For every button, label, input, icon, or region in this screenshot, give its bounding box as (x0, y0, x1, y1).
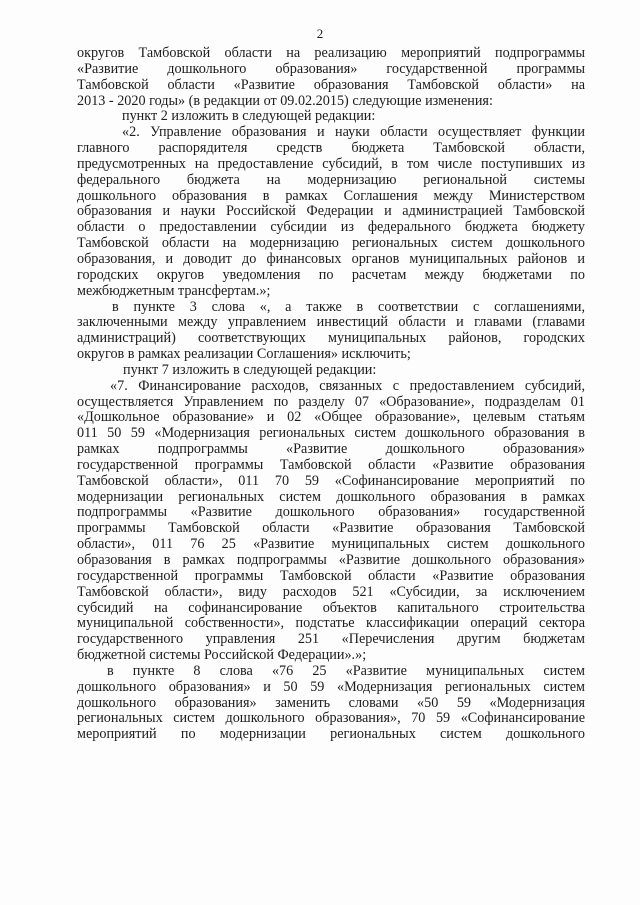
text-line: модернизации региональных систем дошкольного образования в рамках (77, 488, 585, 505)
text-line: округов в рамках реализации Соглашения» исключить; (77, 346, 411, 363)
text-line: 2013 - 2020 годы» (в редакции от 09.02.2015) следующие изменения: (77, 92, 493, 109)
text-line: образования, и доводит до финансовых органов муниципальных районов и (77, 250, 585, 267)
text-line: рамках подпрограммы «Развитие дошкольного образования» (77, 441, 585, 458)
text-line: межбюджетным трансфертам.»; (77, 282, 271, 299)
text-line: «Развитие дошкольного образования» государственной программы (77, 60, 585, 77)
text-line: государственной программы Тамбовской области «Развитие образования (77, 456, 585, 473)
text-line: программы Тамбовской области «Развитие образования Тамбовской (77, 520, 585, 537)
text-line: администраций) соответствующих муниципальных районов, городских (77, 330, 585, 347)
text-line: дошкольного образования» заменить словами «50 59 «Модернизация (77, 694, 585, 711)
text-line: государственного управления 251 «Перечисления другим бюджетам (77, 631, 585, 648)
text-line: в пункте 3 слова «, а также в соответствии с соглашениями, (112, 298, 585, 315)
text-line: федерального бюджета на модернизацию региональной системы (77, 171, 585, 188)
text-line: подпрограммы «Развитие дошкольного образования» государственной (77, 504, 585, 521)
text-line: Тамбовской области «Развитие образования Тамбовской области» на (77, 76, 585, 93)
text-line: «2. Управление образования и науки области осуществляет функции (122, 124, 585, 141)
document-body (77, 46, 585, 743)
text-line: пункт 7 изложить в следующей редакции: (123, 361, 377, 378)
text-line: пункт 2 изложить в следующей редакции: (122, 108, 376, 125)
text-line: области», 011 76 25 «Развитие муниципальных систем дошкольного (77, 536, 585, 553)
text-line: региональных систем дошкольного образования», 70 59 «Софинансирование (77, 710, 585, 727)
text-line: Тамбовской области», виду расходов 521 «Субсидии, за исключением (77, 583, 585, 600)
text-line: образования и науки Российской Федерации и администрацией Тамбовской (77, 203, 585, 220)
text-line: дошкольного образования» и 50 59 «Модернизация региональных систем (77, 678, 585, 695)
text-line: городских округов уведомления по расчетам между бюджетами по (77, 266, 585, 283)
text-line: 011 50 59 «Модернизация региональных систем дошкольного образования в (77, 425, 585, 442)
text-line: заключенными между управлением инвестиций области и главами (главами (77, 314, 585, 331)
text-line: субсидий на софинансирование объектов капитального строительства (77, 599, 585, 616)
page-number: 2 (316, 26, 324, 41)
text-line: Тамбовской области на модернизацию региональных систем дошкольного (77, 235, 585, 252)
text-line: «Дошкольное образование» и 02 «Общее образование», целевым статьям (77, 409, 585, 426)
text-line: главного распорядителя средств бюджета Тамбовской области, (77, 140, 585, 157)
text-line: муниципальной собственности», подстатье классификации операций сектора (77, 615, 585, 632)
text-line: предусмотренных на предоставление субсидий, в том числе поступивших из (77, 155, 585, 172)
text-line: государственной программы Тамбовской области «Развитие образования (77, 567, 585, 584)
text-line: Тамбовской области», 011 70 59 «Софинансирование мероприятий по (77, 472, 585, 489)
text-line: дошкольного образования в рамках Соглашения между Министерством (77, 187, 585, 204)
text-line: округов Тамбовской области на реализацию мероприятий подпрограммы (77, 45, 585, 61)
text-line: мероприятий по модернизации региональных систем дошкольного (77, 726, 585, 743)
text-line: осуществляется Управлением по разделу 07 «Образование», подразделам 01 (77, 393, 585, 410)
text-line: области о предоставлении субсидии из федерального бюджета бюджету (77, 219, 585, 236)
text-line: бюджетной системы Российской Федерации».»; (77, 647, 367, 664)
text-line: образования в рамках подпрограммы «Развитие дошкольного образования» (77, 552, 585, 568)
text-line: в пункте 8 слова «76 25 «Развитие муниципальных систем (107, 662, 585, 679)
text-line: «7. Финансирование расходов, связанных с предоставлением субсидий, (110, 377, 585, 394)
